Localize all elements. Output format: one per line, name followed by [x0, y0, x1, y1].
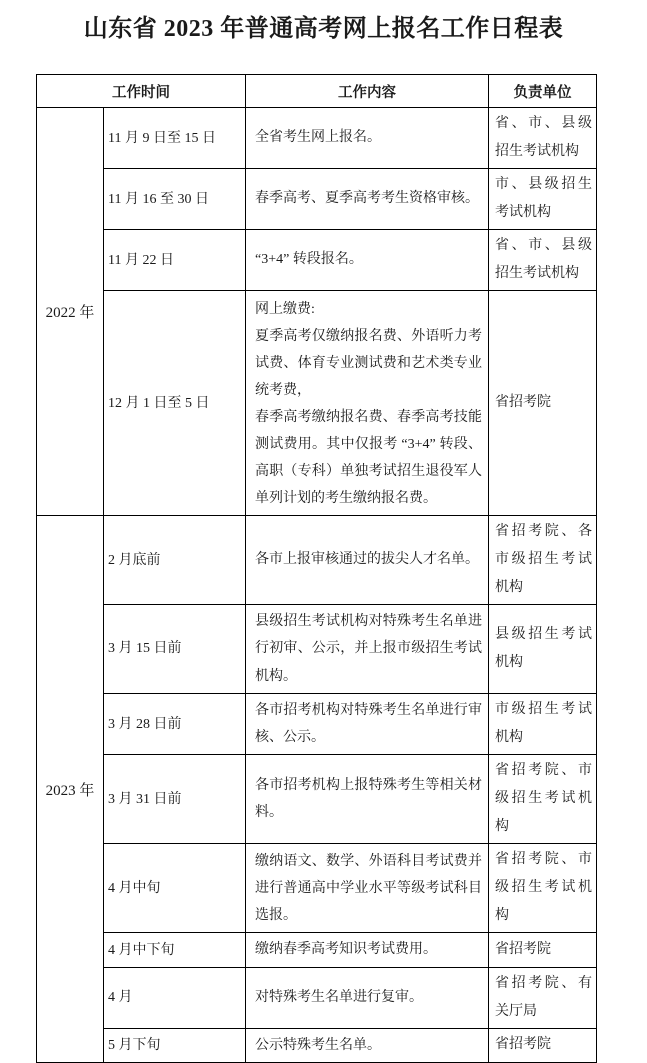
header-work-content: 工作内容	[246, 75, 489, 108]
content-cell: 各市招考机构上报特殊考生等相关材料。	[246, 755, 489, 844]
header-unit: 负责单位	[489, 75, 597, 108]
time-cell: 4 月中下旬	[104, 933, 246, 967]
content-cell: “3+4” 转段报名。	[246, 230, 489, 291]
table-row	[37, 108, 597, 169]
content-cell: 春季高考、夏季高考考生资格审核。	[246, 169, 489, 230]
time-cell: 3 月 15 日前	[104, 605, 246, 694]
year-cell-2023: 2023 年	[37, 516, 104, 1063]
content-cell: 缴纳春季高考知识考试费用。	[246, 933, 489, 967]
table-row	[37, 169, 597, 230]
unit-cell: 省招考院、有关厅局	[489, 967, 597, 1028]
content-cell: 对特殊考生名单进行复审。	[246, 967, 489, 1028]
content-cell: 缴纳语文、数学、外语科目考试费并进行普通高中学业水平等级考试科目选报。	[246, 844, 489, 933]
time-cell: 3 月 28 日前	[104, 693, 246, 755]
content-cell: 县级招生考试机构对特殊考生名单进行初审、公示，并上报市级招生考试机构。	[246, 605, 489, 694]
content-cell: 各市上报审核通过的拔尖人才名单。	[246, 516, 489, 605]
unit-cell: 省招考院、市级招生考试机构	[489, 844, 597, 933]
time-cell: 12 月 1 日至 5 日	[104, 291, 246, 516]
unit-cell: 省招考院	[489, 291, 597, 516]
content-cell: 公示特殊考生名单。	[246, 1028, 489, 1062]
schedule-table	[36, 74, 597, 1063]
content-line: 网上缴费:	[255, 302, 315, 317]
unit-cell: 省招考院	[489, 933, 597, 967]
unit-cell: 省、市、县级招生考试机构	[489, 108, 597, 169]
table-row	[37, 693, 597, 755]
content-cell	[246, 291, 489, 516]
time-cell: 4 月	[104, 967, 246, 1028]
table-row	[37, 230, 597, 291]
unit-cell: 市、县级招生考试机构	[489, 169, 597, 230]
content-cell: 各市招考机构对特殊考生名单进行审核、公示。	[246, 693, 489, 755]
year-cell-2022: 2022 年	[37, 108, 104, 516]
unit-cell: 省招考院、市级招生考试机构	[489, 755, 597, 844]
unit-cell: 县级招生考试机构	[489, 605, 597, 694]
time-cell: 11 月 22 日	[104, 230, 246, 291]
table-row	[37, 291, 597, 516]
table-row	[37, 516, 597, 605]
table-row	[37, 844, 597, 933]
header-row	[37, 75, 597, 108]
unit-cell: 省、市、县级招生考试机构	[489, 230, 597, 291]
time-cell: 2 月底前	[104, 516, 246, 605]
table-row	[37, 755, 597, 844]
time-cell: 3 月 31 日前	[104, 755, 246, 844]
unit-cell: 市级招生考试机构	[489, 693, 597, 755]
table-row	[37, 605, 597, 694]
time-cell: 11 月 16 至 30 日	[104, 169, 246, 230]
page	[0, 14, 647, 1053]
content-line: 春季高考缴纳报名费、春季高考技能测试费用。其中仅报考 “3+4” 转段、高职（专科）单独考试招生退役军人单列计划的考生缴纳报名费。	[255, 410, 482, 506]
time-cell: 11 月 9 日至 15 日	[104, 108, 246, 169]
unit-cell: 省招考院	[489, 1028, 597, 1062]
page-title: 山东省 2023 年普通高考网上报名工作日程表	[83, 16, 564, 42]
time-cell: 5 月下旬	[104, 1028, 246, 1062]
time-cell: 4 月中旬	[104, 844, 246, 933]
table-row	[37, 967, 597, 1028]
table-row	[37, 933, 597, 967]
content-cell: 全省考生网上报名。	[246, 108, 489, 169]
table-row	[37, 1028, 597, 1062]
content-line: 夏季高考仅缴纳报名费、外语听力考试费、体育专业测试费和艺术类专业统考费，	[255, 329, 482, 398]
unit-cell: 省招考院、各市级招生考试机构	[489, 516, 597, 605]
header-work-time: 工作时间	[37, 75, 246, 108]
